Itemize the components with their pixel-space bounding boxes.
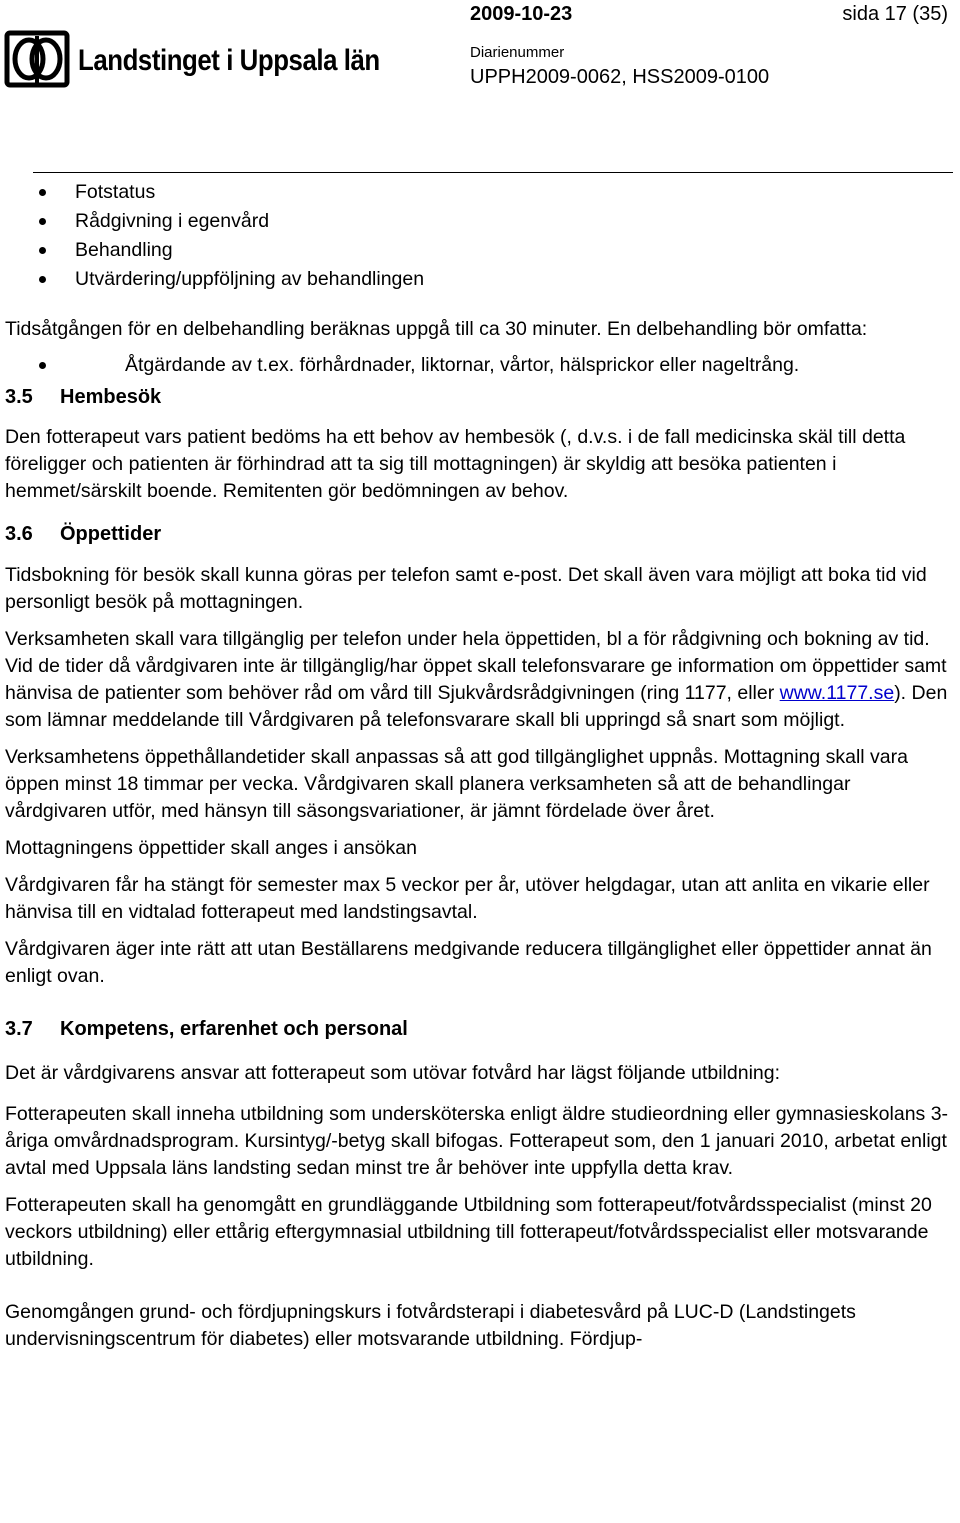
section-number: 3.5 [5,386,33,408]
header-divider [33,172,953,173]
paragraph: Genomgången grund- och fördjupningskurs i fotvårdsterapi i diabetesvård på LUC-D (Landstingets undervisningscentrum för diabetes) eller motsvarande utbildning. Fördjup- [5,1301,856,1350]
section-number: 3.7 [5,1018,33,1040]
page-number: sida 17 (35) [842,3,948,25]
paragraph: Det är vårdgivarens ansvar att fotterapeut som utövar fotvård har lägst följande utbildning: [5,1062,781,1084]
paragraph: Verksamhetens öppethållandetider skall anpassas så att god tillgänglighet uppnås. Mottagning skall vara öppen minst 18 timmar per vecka. Vårdgivaren skall planera verksamheten så att de behandlingar vårdgivaren utför, med hänsyn till säsongsvariationer, är jämnt fördelade över året. [5,746,908,822]
section-title: Kompetens, erfarenhet och personal [60,1018,408,1040]
organization-name: Landstinget i Uppsala län [78,44,380,77]
section-title: Öppettider [60,523,162,545]
section-heading [5,1016,950,1043]
section-number: 3.6 [5,523,33,545]
paragraph: Vårdgivaren äger inte rätt att utan Beställarens medgivande reducera tillgänglighet eller öppettider annat än enligt ovan. [5,938,932,987]
list-item: Fotstatus [5,178,950,207]
section-heading [5,521,950,548]
service-list [5,178,950,294]
paragraph: Tidsåtgången för en delbehandling beräknas uppgå till ca 30 minuter. En delbehandling bör omfatta: [5,318,868,340]
list-item: Åtgärdande av t.ex. förhårdnader, liktornar, vårtor, hälsprickor eller nageltrång. [5,351,950,380]
paragraph: Tidsbokning för besök skall kunna göras per telefon samt e-post. Det skall även vara möjligt att boka tid vid personligt besök på mottagningen. [5,564,927,613]
diarie-number: UPPH2009-0062, HSS2009-0100 [470,66,770,88]
list-item: Rådgivning i egenvård [5,207,950,236]
document-body [5,176,950,1353]
section-heading [5,384,950,411]
treatment-list [5,351,950,380]
section-title: Hembesök [60,386,162,408]
list-item: Utvärdering/uppföljning av behandlingen [5,265,950,294]
paragraph: Vårdgivaren får ha stängt för semester max 5 veckor per år, utöver helgdagar, utan att anlita en vikarie eller hänvisa till en vidtalad fotterapeut med landstingsavtal. [5,874,930,923]
paragraph: Fotterapeuten skall ha genomgått en grundläggande Utbildning som fotterapeut/fotvårdsspecialist (minst 20 veckors utbildning) eller ettårig eftergymnasial utbildning till fotterapeut/fotvårdsspecialist eller motsvarande utbildning. [5,1194,932,1270]
diarie-label: Diarienummer [470,44,565,61]
paragraph-text: Verksamheten skall vara tillgänglig per telefon under hela öppettiden, bl a för rådgivning och bokning av tid. Vid de tider då vårdgivaren inte är tillgänglig/har öppet skall telefonsvarare ge information om öppettider samt hänvisa de patienter som behöver råd om vård till Sjukvårdsrådgivningen (ring 1177, eller [5,628,947,704]
paragraph [5,626,950,734]
landsting-emblem-icon [4,28,70,88]
document-date: 2009-10-23 [470,3,573,25]
organization-logo [4,28,384,90]
paragraph: Mottagningens öppettider skall anges i ansökan [5,837,417,859]
list-item: Behandling [5,236,950,265]
paragraph: Fotterapeuten skall inneha utbildning som undersköterska enligt äldre studieordning eller gymnasieskolans 3-åriga omvårdnadsprogram. Kursintyg/-betyg skall bifogas. Fotterapeut som, den 1 januari 2010, arbetat enligt avtal med Uppsala läns landsting sedan minst tre år behöver inte uppfylla detta krav. [5,1103,949,1179]
paragraph-text: ). Den som lämnar meddelande till Vårdgivaren på telefonsvarare skall bli uppringd så snart som möjligt. [5,682,948,731]
paragraph: Den fotterapeut vars patient bedöms ha ett behov av hembesök (, d.v.s. i de fall medicinska skäl till detta föreligger och patienten är förhindrad att ta sig till mottagningen) är skyldig att besöka patienten i hemmet/särskilt boende. Remitenten gör bedömningen av behov. [5,426,906,502]
healthcare-link[interactable]: www.1177.se [779,682,895,704]
